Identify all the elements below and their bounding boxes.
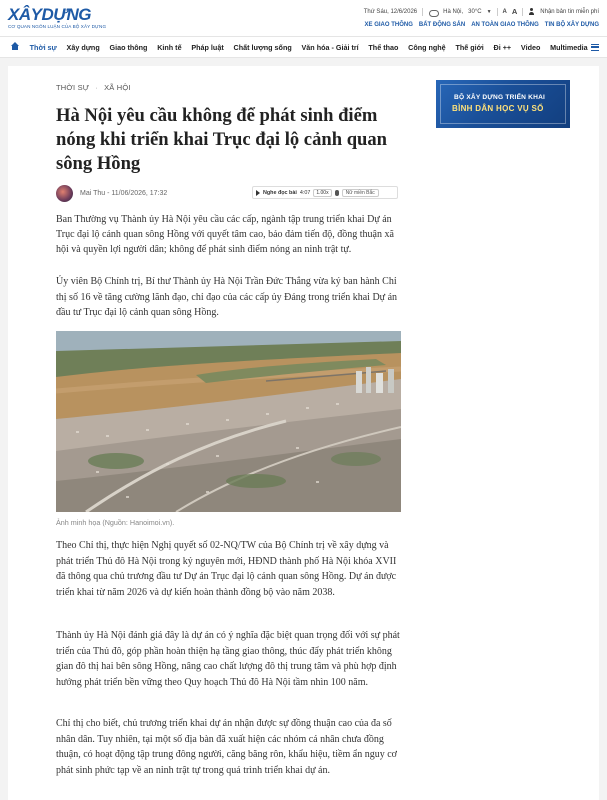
breadcrumb-separator: · (95, 83, 99, 92)
quick-link-bat-dong-san[interactable]: BẤT ĐỘNG SẢN (418, 22, 466, 28)
nav-item-multimedia[interactable]: Multimedia (550, 42, 588, 52)
voice-select[interactable]: Nữ miền Bắc (342, 189, 379, 197)
nav-item-phap-luat[interactable]: Pháp luật (191, 42, 224, 52)
banner-line-1: BỘ XÂY DỰNG TRIỂN KHAI (454, 94, 546, 101)
breadcrumb-xa-hoi[interactable]: XÃ HỘI (104, 83, 131, 92)
sidebar-banner[interactable] (436, 80, 570, 128)
breadcrumb-thoi-su[interactable]: THỜI SỰ (56, 83, 90, 92)
mic-icon (335, 190, 339, 196)
quick-link-an-toan-giao-thong[interactable]: AN TOÀN GIAO THÔNG (471, 22, 539, 28)
article-paragraph: Theo Chỉ thị, thực hiện Nghị quyết số 02-NQ/TW của Bộ Chính trị về xây dựng và phát triển Thủ đô Hà Nội trong kỷ nguyên mới, HĐND thành phố Hà Nội khóa XVII đã thông qua chủ trương đầu tư Dự án Trục đại lộ cảnh quan sông Hồng. Dự án được triển khai từ năm 2026 và dự kiến hoàn thành đồng bộ vào năm 2038. (56, 540, 397, 599)
divider (422, 8, 423, 16)
home-icon (11, 42, 20, 50)
article-photo[interactable] (56, 331, 401, 512)
logo-wordmark: XÂYDỰNG (8, 5, 91, 24)
aerial-city-illustration (56, 331, 401, 512)
nav-item-xay-dung[interactable]: Xây dựng (66, 42, 100, 52)
utility-bar (364, 7, 599, 16)
nav-item-chat-luong-song[interactable]: Chất lượng sống (233, 42, 292, 52)
logo-tagline: CƠ QUAN NGÔN LUẬN CỦA BỘ XÂY DỰNG (8, 24, 107, 29)
nav-item-cong-nghe[interactable]: Công nghệ (408, 42, 446, 52)
font-increase-button[interactable]: A (511, 7, 518, 16)
nav-item-van-hoa-giai-tri[interactable]: Văn hóa - Giải trí (301, 42, 359, 52)
quick-links (365, 22, 599, 28)
newsletter-link[interactable]: Nhận bản tin miễn phí (540, 8, 599, 15)
nav-item-video[interactable]: Video (520, 42, 541, 52)
audio-duration: 4:07 (299, 189, 311, 196)
nav-home[interactable] (6, 42, 25, 52)
site-header (0, 0, 607, 36)
weather-temp[interactable]: 30°C (468, 8, 482, 15)
nav-item-di[interactable]: Đi ++ (493, 42, 512, 52)
nav-item-giao-thong[interactable]: Giao thông (109, 42, 148, 52)
weather-city: Hà Nội, (443, 8, 464, 15)
article-sapo: Ban Thường vụ Thành ủy Hà Nội yêu cầu các cấp, ngành tập trung triển khai Dự án Trục đại lộ cảnh quan sông Hồng với quyết tâm cao, bảo đảm tiến độ, đồng thuận xã hội và quyền lợi người dân; không để phát sinh điểm nóng an ninh trật tự. (56, 214, 394, 255)
hamburger-menu-icon[interactable] (591, 44, 599, 51)
divider (497, 8, 498, 16)
author-avatar[interactable] (56, 185, 73, 202)
article-paragraph: Thành ủy Hà Nội đánh giá đây là dự án có ý nghĩa đặc biệt quan trọng đối với sự phát triển của Thủ đô, góp phần hoàn thiện hạ tầng giao thông, thúc đẩy phát triển không gian đô thị hai bên sông Hồng, nâng cao chất lượng đô thị trung tâm và phù hợp định hướng phát triển bền vững theo Quy hoạch Thủ đô Hà Nội tầm nhìn 100 năm. (56, 630, 400, 689)
divider (522, 8, 523, 16)
nav-item-thoi-su[interactable]: Thời sự (29, 42, 57, 52)
speed-select[interactable]: 1.00x (313, 189, 331, 197)
site-logo[interactable] (8, 6, 106, 29)
article-paragraph: Ủy viên Bộ Chính trị, Bí thư Thành ủy Hà Nội Trần Đức Thắng vừa ký ban hành Chỉ thị số 16 về tăng cường lãnh đạo, chỉ đạo của các cấp ủy Đảng trong triển khai Dự án đầu tư Trục đại lộ cảnh quan sông Hồng. (56, 276, 398, 319)
nav-item-the-gioi[interactable]: Thế giới (455, 42, 484, 52)
article-card (8, 66, 599, 800)
font-decrease-button[interactable]: A (502, 8, 507, 15)
article-paragraph: Chỉ thị cho biết, chủ trương triển khai dự án nhận được sự đồng thuận cao của đa số nhân dân. Tuy nhiên, tại một số địa bàn đã xuất hiện các nhóm cá nhân chưa đồng thuận, có hoạt động tập trung đông người, căng băng rôn, khẩu hiệu, tiềm ẩn nguy cơ phát sinh phức tạp về an ninh trật tự trong quá trình triển khai dự án. (56, 718, 397, 777)
photo-caption: Ảnh minh họa (Nguồn: Hanoimoi.vn). (56, 518, 175, 527)
quick-link-tin-bo-xay-dung[interactable]: TIN BỘ XÂY DỰNG (544, 22, 599, 28)
banner-line-2: BÌNH DÂN HỌC VỤ SỐ (452, 104, 544, 113)
play-icon[interactable] (256, 190, 260, 196)
audio-label[interactable]: Nghe đọc bài (263, 189, 297, 196)
article-byline (56, 184, 406, 202)
nav-item-the-thao[interactable]: Thể thao (368, 42, 399, 52)
breadcrumb (56, 83, 131, 92)
audio-player (252, 186, 398, 199)
nav-item-kinh-te[interactable]: Kinh tế (157, 42, 182, 52)
article-title: Hà Nội yêu cầu không để phát sinh điểm nóng khi triển khai Trục đại lộ cảnh quan sông Hồng (56, 105, 388, 174)
quick-link-xe-giao-thong[interactable]: XE GIAO THÔNG (364, 22, 413, 28)
cloud-icon (428, 8, 438, 15)
author-date: Mai Thu - 11/06/2026, 17:32 (80, 189, 168, 197)
current-date: Thứ Sáu, 12/6/2026 (363, 8, 418, 15)
user-icon[interactable] (528, 8, 535, 15)
main-nav (0, 36, 607, 58)
chevron-down-icon[interactable]: ▼ (486, 8, 492, 15)
